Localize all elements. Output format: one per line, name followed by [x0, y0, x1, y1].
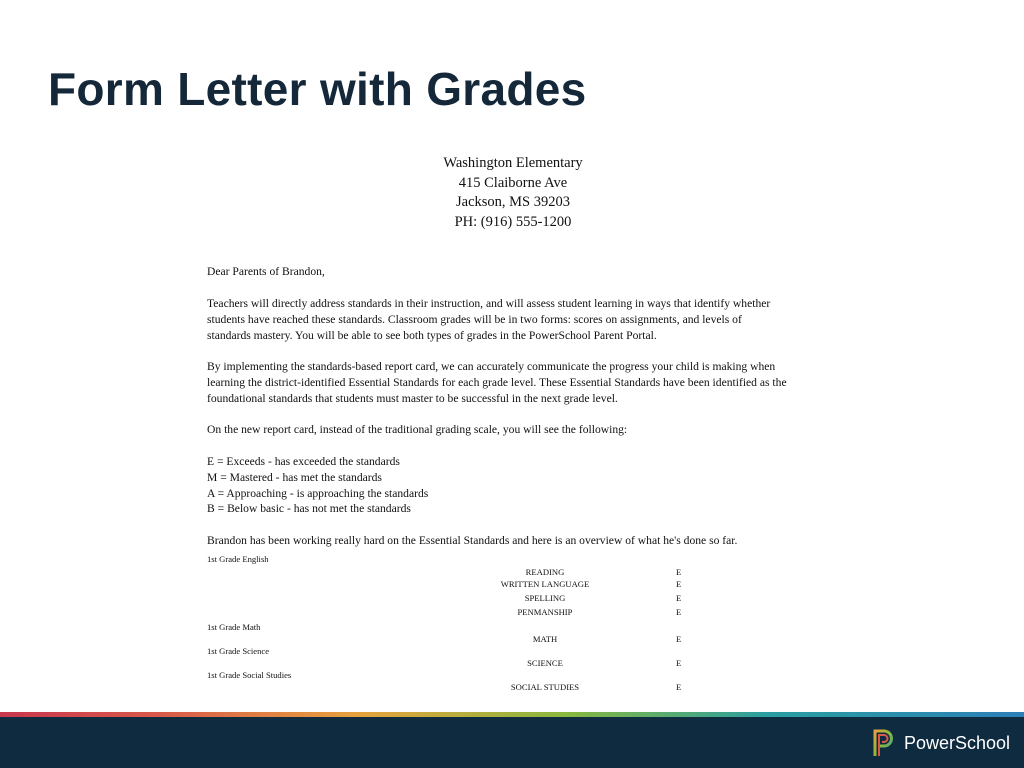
slide-title: Form Letter with Grades — [48, 63, 587, 115]
letter-paragraph-4 — [207, 533, 827, 549]
scale-item: M = Mastered - has met the standards — [207, 470, 382, 484]
school-address-block — [0, 154, 1024, 232]
brand-name: PowerSchool — [903, 732, 1010, 753]
skill-name: WRITTEN LANGUAGE — [500, 579, 590, 589]
scale-item: E = Exceeds - has exceeded the standards — [207, 455, 400, 468]
paragraph-line: foundational standards that students must master to be successful in the next grade level. — [207, 391, 618, 405]
paragraph-line: Teachers will directly address standards in their instruction, and will assess student learning in ways that identify whether — [207, 297, 771, 310]
powerschool-p-icon — [873, 729, 895, 757]
powerschool-brand — [873, 729, 1010, 757]
school-street: 415 Claiborne Ave — [458, 174, 568, 191]
skill-name: MATH — [532, 634, 558, 644]
letter-paragraph-1 — [207, 296, 827, 343]
paragraph-line: students have reached these standards. Classroom grades will be in two forms: scores on assignments, and levels of — [207, 312, 742, 326]
skill-name: SCIENCE — [527, 658, 563, 668]
footer-bar — [0, 717, 1024, 768]
skill-grade: E — [676, 593, 682, 603]
subject-heading: 1st Grade Social Studies — [207, 670, 292, 680]
paragraph-line: On the new report card, instead of the traditional grading scale, you will see the following: — [207, 423, 628, 436]
skill-grade: E — [676, 634, 682, 644]
skill-grade: E — [676, 682, 682, 692]
letter-paragraph-2 — [207, 359, 827, 406]
skill-grade: E — [676, 567, 682, 577]
paragraph-line: By implementing the standards-based report card, we can accurately communicate the progress your child is making when — [207, 360, 776, 373]
greeting-text: Dear Parents of Brandon, — [207, 265, 325, 278]
subject-heading: 1st Grade Science — [207, 646, 270, 656]
grading-scale — [207, 454, 827, 517]
skill-name: READING — [525, 567, 565, 577]
school-city: Jackson, MS 39203 — [456, 194, 570, 210]
skill-grade: E — [676, 607, 682, 617]
skill-name: PENMANSHIP — [517, 607, 573, 617]
skill-grade: E — [676, 658, 682, 668]
school-phone: PH: (916) 555-1200 — [454, 213, 572, 230]
scale-item: A = Approaching - is approaching the standards — [207, 486, 429, 500]
skill-grade: E — [676, 579, 682, 589]
paragraph-line: learning the district-identified Essential Standards for each grade level. These Essential Standards have been identified as the — [207, 375, 787, 389]
scale-item: B = Below basic - has not met the standards — [207, 502, 411, 516]
letter-paragraph-3 — [207, 422, 827, 438]
skill-name: SOCIAL STUDIES — [510, 682, 580, 692]
paragraph-line: Brandon has been working really hard on the Essential Standards and here is an overview of what he's done so far. — [207, 534, 738, 547]
paragraph-line: standards mastery. You will be able to see both types of grades in the PowerSchool Parent Portal. — [207, 328, 657, 342]
school-name: Washington Elementary — [443, 155, 583, 171]
letter-greeting — [207, 264, 827, 280]
skill-name: SPELLING — [524, 593, 566, 603]
subject-heading: 1st Grade Math — [207, 622, 261, 632]
subject-heading: 1st Grade English — [207, 554, 269, 564]
